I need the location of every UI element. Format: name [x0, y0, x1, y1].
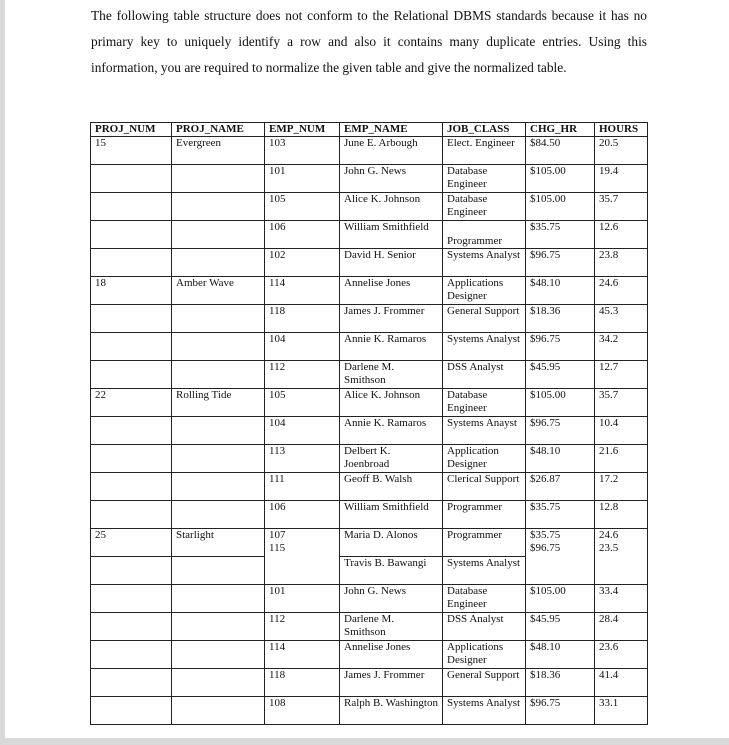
- cell-chg-hr: $35.75: [526, 501, 595, 529]
- cell-proj-name: [172, 473, 265, 501]
- table-row: [91, 165, 648, 193]
- cell-emp-name: Maria D. Alonos: [340, 529, 443, 557]
- table-row: [91, 641, 648, 669]
- cell-proj-name: [172, 557, 265, 585]
- cell-job-class: Programmer: [443, 501, 526, 529]
- cell-emp-num: 111: [265, 473, 340, 501]
- cell-proj-name: [172, 361, 265, 389]
- cell-emp-name: Darlene M. Smithson: [340, 361, 443, 389]
- cell-emp-name: Delbert K. Joenbroad: [340, 445, 443, 473]
- cell-hours: 33.1: [595, 697, 648, 725]
- cell-emp-num: 101: [265, 165, 340, 193]
- cell-job-class: Database Engineer: [443, 585, 526, 613]
- cell-proj-num: [91, 641, 172, 669]
- cell-chg-hr: $96.75: [526, 249, 595, 277]
- cell-job-class: Application Designer: [443, 445, 526, 473]
- table-row: [91, 193, 648, 221]
- cell-proj-num: [91, 333, 172, 361]
- cell-job-class: Systems Analyst: [443, 557, 526, 585]
- cell-proj-num: 25: [91, 529, 172, 557]
- cell-proj-name: [172, 613, 265, 641]
- cell-chg-hr: $105.00: [526, 165, 595, 193]
- table-row: [91, 669, 648, 697]
- cell-proj-name: Starlight: [172, 529, 265, 557]
- cell-emp-num: [265, 529, 340, 585]
- cell-emp-name: Ralph B. Washington: [340, 697, 443, 725]
- chg-hr-text: $96.75: [530, 542, 561, 554]
- hours-text: 23.5: [599, 542, 619, 554]
- cell-emp-num: 118: [265, 669, 340, 697]
- cell-chg-hr: $18.36: [526, 305, 595, 333]
- emp-num-text: 107: [269, 529, 286, 541]
- cell-hours: 41.4: [595, 669, 648, 697]
- cell-emp-num: 104: [265, 417, 340, 445]
- cell-chg-hr: $48.10: [526, 641, 595, 669]
- cell-proj-name: Amber Wave: [172, 277, 265, 305]
- cell-chg-hr: $45.95: [526, 361, 595, 389]
- table-row: [91, 137, 648, 165]
- page-bottom-edge: [0, 738, 729, 745]
- cell-hours: 23.8: [595, 249, 648, 277]
- cell-proj-name: [172, 641, 265, 669]
- cell-chg-hr: $45.95: [526, 613, 595, 641]
- table-row: [91, 529, 648, 557]
- cell-proj-num: 22: [91, 389, 172, 417]
- cell-chg-hr: $18.36: [526, 669, 595, 697]
- cell-emp-name: William Smithfield: [340, 221, 443, 249]
- cell-emp-name: Annie K. Ramaros: [340, 333, 443, 361]
- hours-text: 24.6: [599, 529, 619, 541]
- cell-chg-hr: [526, 529, 595, 585]
- cell-emp-num: 105: [265, 389, 340, 417]
- cell-proj-name: [172, 417, 265, 445]
- table-header-row: [91, 123, 648, 137]
- cell-hours: 21.6: [595, 445, 648, 473]
- cell-emp-num: 101: [265, 585, 340, 613]
- cell-job-class: Programmer: [443, 529, 526, 557]
- cell-chg-hr: $96.75: [526, 417, 595, 445]
- cell-job-class: Database Engineer: [443, 193, 526, 221]
- cell-proj-name: [172, 193, 265, 221]
- table-row: [91, 585, 648, 613]
- col-header-hours: HOURS: [595, 123, 648, 137]
- cell-proj-name: [172, 585, 265, 613]
- table-row: [91, 249, 648, 277]
- cell-proj-name: [172, 249, 265, 277]
- cell-hours: 33.4: [595, 585, 648, 613]
- cell-job-class: Systems Anayst: [443, 417, 526, 445]
- cell-proj-name: [172, 221, 265, 249]
- cell-proj-num: [91, 445, 172, 473]
- cell-emp-num: 102: [265, 249, 340, 277]
- cell-hours: 12.6: [595, 221, 648, 249]
- cell-hours: 23.6: [595, 641, 648, 669]
- cell-emp-num: 106: [265, 221, 340, 249]
- cell-emp-num: 114: [265, 277, 340, 305]
- cell-emp-num: 113: [265, 445, 340, 473]
- col-header-emp-name: EMP_NAME: [340, 123, 443, 137]
- cell-emp-num: 112: [265, 613, 340, 641]
- cell-proj-num: [91, 417, 172, 445]
- cell-emp-name: Annelise Jones: [340, 277, 443, 305]
- cell-emp-name: James J. Frommer: [340, 305, 443, 333]
- cell-emp-name: Travis B. Bawangi: [340, 557, 443, 585]
- cell-hours: 19.4: [595, 165, 648, 193]
- cell-proj-name: Evergreen: [172, 137, 265, 165]
- table-row: [91, 473, 648, 501]
- cell-job-class: DSS Analyst: [443, 361, 526, 389]
- cell-proj-name: [172, 333, 265, 361]
- cell-hours: 28.4: [595, 613, 648, 641]
- cell-chg-hr: $105.00: [526, 585, 595, 613]
- cell-emp-name: David H. Senior: [340, 249, 443, 277]
- intro-paragraph: The following table structure does not conform to the Relational DBMS standards because it has no primary key to uniquely identify a row and also it contains many duplicate entries. Using this information, you are required to normalize the given table and give the normalized table.: [91, 8, 647, 75]
- cell-proj-num: [91, 501, 172, 529]
- cell-proj-name: [172, 305, 265, 333]
- col-header-proj-name: PROJ_NAME: [172, 123, 265, 137]
- cell-proj-name: [172, 165, 265, 193]
- cell-proj-num: [91, 221, 172, 249]
- table-row: [91, 277, 648, 305]
- cell-emp-name: Annelise Jones: [340, 641, 443, 669]
- table-row: [91, 445, 648, 473]
- cell-emp-name: John G. News: [340, 165, 443, 193]
- table-row: [91, 361, 648, 389]
- cell-hours: 24.6: [595, 277, 648, 305]
- cell-job-class: Elect. Engineer: [443, 137, 526, 165]
- cell-chg-hr: $96.75: [526, 697, 595, 725]
- cell-emp-num: 106: [265, 501, 340, 529]
- cell-proj-num: [91, 473, 172, 501]
- cell-emp-name: Geoff B. Walsh: [340, 473, 443, 501]
- table-row: [91, 613, 648, 641]
- cell-hours: 10.4: [595, 417, 648, 445]
- cell-proj-name: [172, 445, 265, 473]
- cell-proj-num: [91, 165, 172, 193]
- cell-proj-num: [91, 697, 172, 725]
- cell-emp-name: Alice K. Johnson: [340, 193, 443, 221]
- col-header-emp-num: EMP_NUM: [265, 123, 340, 137]
- cell-job-class: DSS Analyst: [443, 613, 526, 641]
- cell-chg-hr: $105.00: [526, 193, 595, 221]
- cell-emp-name: Alice K. Johnson: [340, 389, 443, 417]
- cell-emp-num: 112: [265, 361, 340, 389]
- cell-job-class: Systems Analyst: [443, 249, 526, 277]
- table-row: [91, 417, 648, 445]
- cell-emp-num: 105: [265, 193, 340, 221]
- cell-proj-num: [91, 557, 172, 585]
- cell-emp-num: 114: [265, 641, 340, 669]
- cell-chg-hr: $96.75: [526, 333, 595, 361]
- cell-emp-name: William Smithfield: [340, 501, 443, 529]
- cell-hours: 12.7: [595, 361, 648, 389]
- cell-job-class: Database Engineer: [443, 165, 526, 193]
- cell-job-class: Applications Designer: [443, 277, 526, 305]
- col-header-chg-hr: CHG_HR: [526, 123, 595, 137]
- cell-hours: 12.8: [595, 501, 648, 529]
- cell-chg-hr: $35.75: [526, 221, 595, 249]
- job-class-text: Programmer: [447, 235, 502, 247]
- cell-job-class: General Support: [443, 669, 526, 697]
- cell-proj-num: 18: [91, 277, 172, 305]
- cell-proj-name: [172, 501, 265, 529]
- cell-emp-num: 103: [265, 137, 340, 165]
- cell-job-class: Systems Analyst: [443, 333, 526, 361]
- cell-chg-hr: $48.10: [526, 277, 595, 305]
- cell-job-class: Systems Analyst: [443, 697, 526, 725]
- cell-emp-num: 108: [265, 697, 340, 725]
- chg-hr-text: $35.75: [530, 529, 561, 541]
- cell-chg-hr: $105.00: [526, 389, 595, 417]
- cell-emp-num: 118: [265, 305, 340, 333]
- cell-chg-hr: $48.10: [526, 445, 595, 473]
- col-header-proj-num: PROJ_NUM: [91, 123, 172, 137]
- cell-job-class: Database Engineer: [443, 389, 526, 417]
- unnormalized-table: [90, 122, 648, 725]
- table-row: [91, 333, 648, 361]
- cell-emp-name: John G. News: [340, 585, 443, 613]
- cell-proj-num: [91, 669, 172, 697]
- cell-proj-num: 15: [91, 137, 172, 165]
- cell-proj-num: [91, 585, 172, 613]
- cell-hours: 20.5: [595, 137, 648, 165]
- cell-hours: 34.2: [595, 333, 648, 361]
- cell-job-class: Applications Designer: [443, 641, 526, 669]
- table-row: [91, 221, 648, 249]
- table-row: [91, 501, 648, 529]
- cell-job-class: General Support: [443, 305, 526, 333]
- cell-chg-hr: $26.87: [526, 473, 595, 501]
- col-header-job-class: JOB_CLASS: [443, 123, 526, 137]
- table-row: [91, 389, 648, 417]
- cell-proj-num: [91, 361, 172, 389]
- cell-proj-num: [91, 193, 172, 221]
- cell-hours: 35.7: [595, 389, 648, 417]
- table-row: [91, 697, 648, 725]
- cell-hours: [595, 529, 648, 585]
- cell-emp-name: Darlene M. Smithson: [340, 613, 443, 641]
- cell-hours: 17.2: [595, 473, 648, 501]
- cell-job-class: Clerical Support: [443, 473, 526, 501]
- cell-emp-num: 104: [265, 333, 340, 361]
- table-row: [91, 305, 648, 333]
- cell-proj-name: [172, 669, 265, 697]
- cell-job-class: [443, 221, 526, 249]
- cell-proj-name: [172, 697, 265, 725]
- cell-emp-name: Annie K. Ramaros: [340, 417, 443, 445]
- emp-num-text: 115: [269, 542, 286, 554]
- cell-proj-num: [91, 613, 172, 641]
- cell-hours: 45.3: [595, 305, 648, 333]
- cell-proj-name: Rolling Tide: [172, 389, 265, 417]
- cell-proj-num: [91, 305, 172, 333]
- cell-proj-num: [91, 249, 172, 277]
- cell-emp-name: James J. Frommer: [340, 669, 443, 697]
- cell-chg-hr: $84.50: [526, 137, 595, 165]
- cell-hours: 35.7: [595, 193, 648, 221]
- cell-emp-name: June E. Arbough: [340, 137, 443, 165]
